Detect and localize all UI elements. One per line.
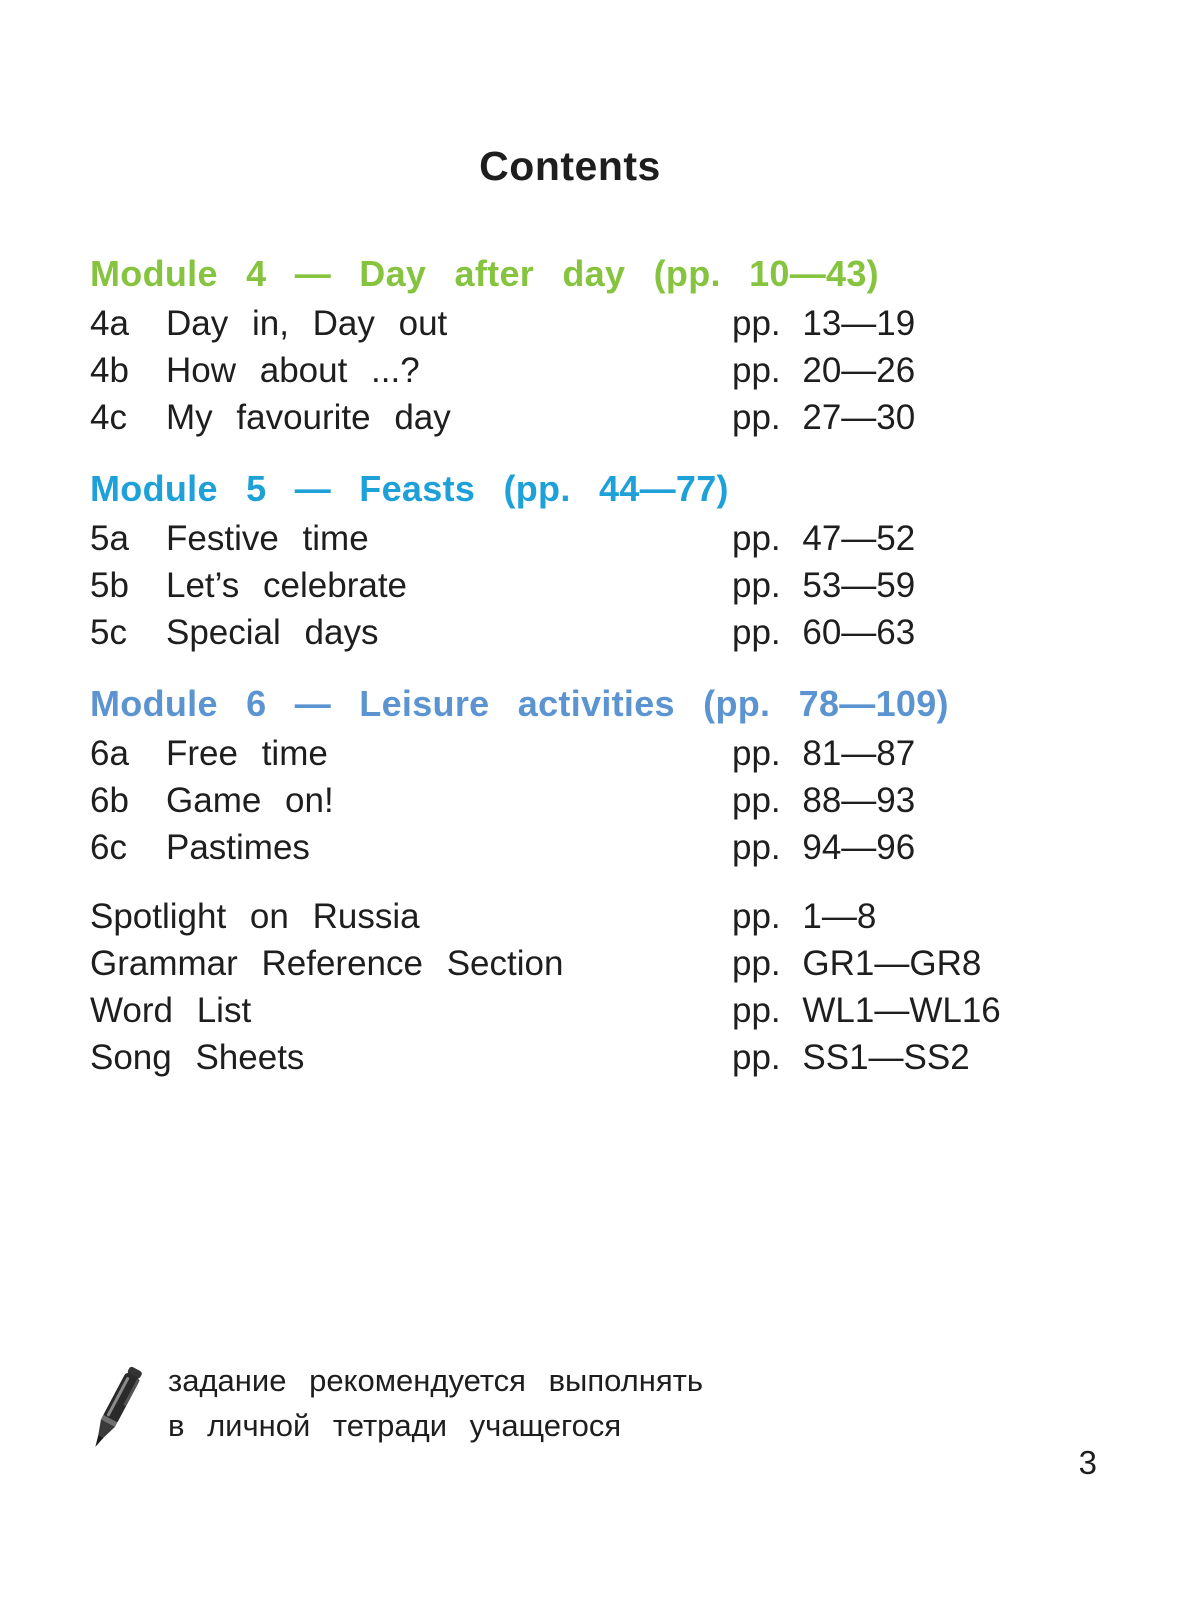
toc-entry: [90, 609, 1090, 656]
entry-title: Song Sheets: [90, 1038, 305, 1077]
entry-pages: pp. 88—93: [732, 781, 916, 820]
entry-title: Pastimes: [166, 828, 310, 867]
entry-title: Special days: [166, 613, 379, 652]
entry-title: Let’s celebrate: [166, 566, 408, 605]
appendix-entry: [90, 940, 1090, 987]
toc-entry: [90, 824, 1090, 871]
entry-code: 6b: [90, 781, 129, 820]
module-heading: Module 5 — Feasts (pp. 44—77): [90, 468, 729, 509]
entry-title: How about ...?: [166, 351, 420, 390]
footnote-line: задание рекомендуется выполнять: [168, 1363, 704, 1398]
entry-code: 6c: [90, 828, 127, 867]
appendix-entry: [90, 987, 1090, 1034]
module-6-section: [90, 678, 1090, 871]
entry-title: Word List: [90, 991, 252, 1030]
appendix-entry: [90, 893, 1090, 940]
toc-entry: [90, 394, 1090, 441]
footnote-line: в личной тетради учащегося: [168, 1408, 622, 1443]
entry-pages: pp. 60—63: [732, 613, 916, 652]
module-4-section: [90, 248, 1090, 441]
appendix-entry: [90, 1034, 1090, 1081]
entry-title: Game on!: [166, 781, 334, 820]
appendix-section: [90, 893, 1090, 1081]
module-heading: Module 4 — Day after day (pp. 10—43): [90, 253, 879, 294]
entry-title: Spotlight on Russia: [90, 897, 420, 936]
entry-code: 4a: [90, 304, 129, 343]
entry-pages: pp. 81—87: [732, 734, 916, 773]
entry-code: 4b: [90, 351, 129, 390]
pen-icon: [88, 1360, 144, 1456]
entry-code: 6a: [90, 734, 129, 773]
toc-entry: [90, 347, 1090, 394]
toc-entry: [90, 300, 1090, 347]
entry-title: Grammar Reference Section: [90, 944, 564, 983]
entry-pages: pp. 1—8: [732, 897, 877, 936]
entry-code: 5b: [90, 566, 129, 605]
entry-pages: pp. 27—30: [732, 398, 916, 437]
table-of-contents: [90, 248, 1090, 1081]
footnote-text: [168, 1358, 703, 1448]
entry-pages: pp. 47—52: [732, 519, 916, 558]
toc-entry: [90, 515, 1090, 562]
entry-pages: pp. 20—26: [732, 351, 916, 390]
entry-pages: pp. WL1—WL16: [732, 991, 1001, 1030]
entry-pages: pp. 13—19: [732, 304, 916, 343]
toc-entry: [90, 562, 1090, 609]
module-heading: Module 6 — Leisure activities (pp. 78—109): [90, 683, 949, 724]
toc-entry: [90, 730, 1090, 777]
page-title: Contents: [479, 143, 661, 189]
toc-entry: [90, 777, 1090, 824]
entry-title: Festive time: [166, 519, 369, 558]
module-5-section: [90, 463, 1090, 656]
entry-title: Day in, Day out: [166, 304, 448, 343]
entry-pages: pp. GR1—GR8: [732, 944, 982, 983]
entry-code: 5a: [90, 519, 129, 558]
entry-code: 5c: [90, 613, 127, 652]
entry-pages: pp. SS1—SS2: [732, 1038, 970, 1077]
entry-title: My favourite day: [166, 398, 451, 437]
entry-pages: pp. 53—59: [732, 566, 916, 605]
entry-pages: pp. 94—96: [732, 828, 916, 867]
footnote: [88, 1358, 888, 1458]
entry-code: 4c: [90, 398, 127, 437]
page-number: 3: [1078, 1444, 1097, 1481]
entry-title: Free time: [166, 734, 328, 773]
